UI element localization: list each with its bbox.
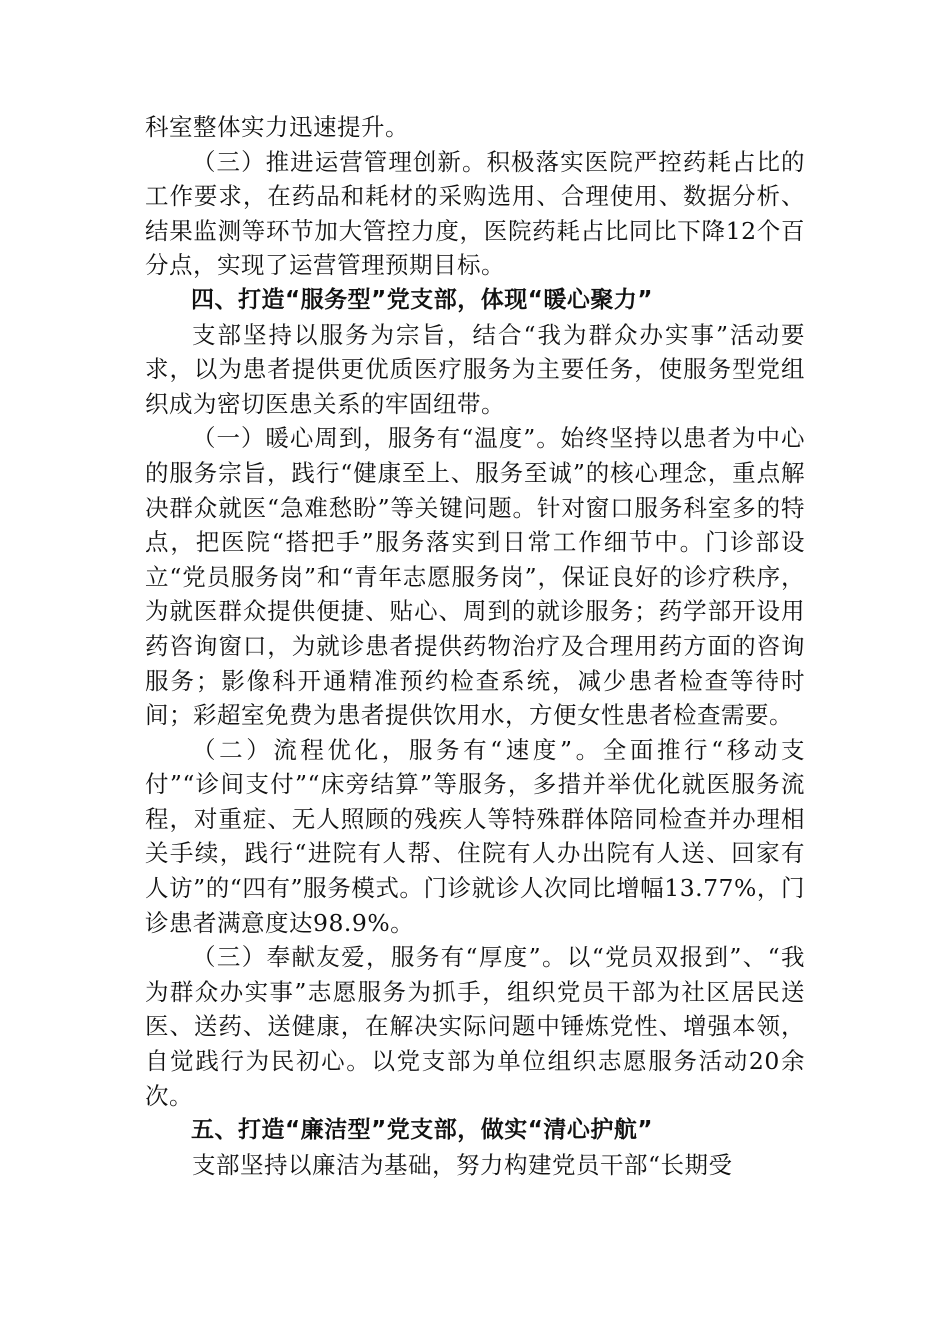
paragraph-continuation: 科室整体实力迅速提升。 [145, 113, 409, 141]
paragraph-service-speed: （二）流程优化，服务有“速度”。全面推行“移动支付”“诊间支付”“床旁结算”等服务，多措并举优化就医服务流程，对重症、无人照顾的残疾人等特殊群体陪同检查并办理相关手续，践行“进院有人帮、住院有人办出院有人送、回家有人访”的“四有”服务模式。门诊就诊人次同比增幅13.77%，门诊患者满意度达98.9%。 [145, 735, 805, 937]
paragraph-service-warmth: （一）暖心周到，服务有“温度”。始终坚持以患者为中心的服务宗旨，践行“健康至上、服务至诚”的核心理念，重点解决群众就医“急难愁盼”等关键问题。针对窗口服务科室多的特点，把医院“搭把手”服务落实到日常工作细节中。门诊部设立“党员服务岗”和“青年志愿服务岗”，保证良好的诊疗秩序，为就医群众提供便捷、贴心、周到的就诊服务；药学部开设用药咨询窗口，为就诊患者提供药物治疗及合理用药方面的咨询服务；影像科开通精准预约检查系统，减少患者检查等待时间；彩超室免费为患者提供饮用水，方便女性患者检查需要。 [145, 424, 805, 730]
paragraph-integrity-intro: 支部坚持以廉洁为基础，努力构建党员干部“长期受 [192, 1150, 733, 1179]
section-heading-service-branch: 四、打造“服务型”党支部，体现“暖心聚力” [191, 286, 653, 313]
paragraph-service-intro: 支部坚持以服务为宗旨，结合“我为群众办实事”活动要求，以为患者提供更优质医疗服务为主要任务，使服务型党组织成为密切医患关系的牢固纽带。 [145, 320, 805, 418]
paragraph-service-depth: （三）奉献友爱，服务有“厚度”。以“党员双报到”、“我为群众办实事”志愿服务为抓手，组织党员干部为社区居民送医、送药、送健康，在解决实际问题中锤炼党性、增强本领，自觉践行为民初心。以党支部为单位组织志愿服务活动20余次。 [145, 943, 805, 1110]
paragraph-operations-management: （三）推进运营管理创新。积极落实医院严控药耗占比的工作要求，在药品和耗材的采购选用、合理使用、数据分析、结果监测等环节加大管控力度，医院药耗占比同比下降12个百分点，实现了运营管理预期目标。 [145, 147, 805, 280]
document-body [145, 110, 805, 1182]
section-heading-integrity-branch: 五、打造“廉洁型”党支部，做实“清心护航” [191, 1117, 653, 1144]
